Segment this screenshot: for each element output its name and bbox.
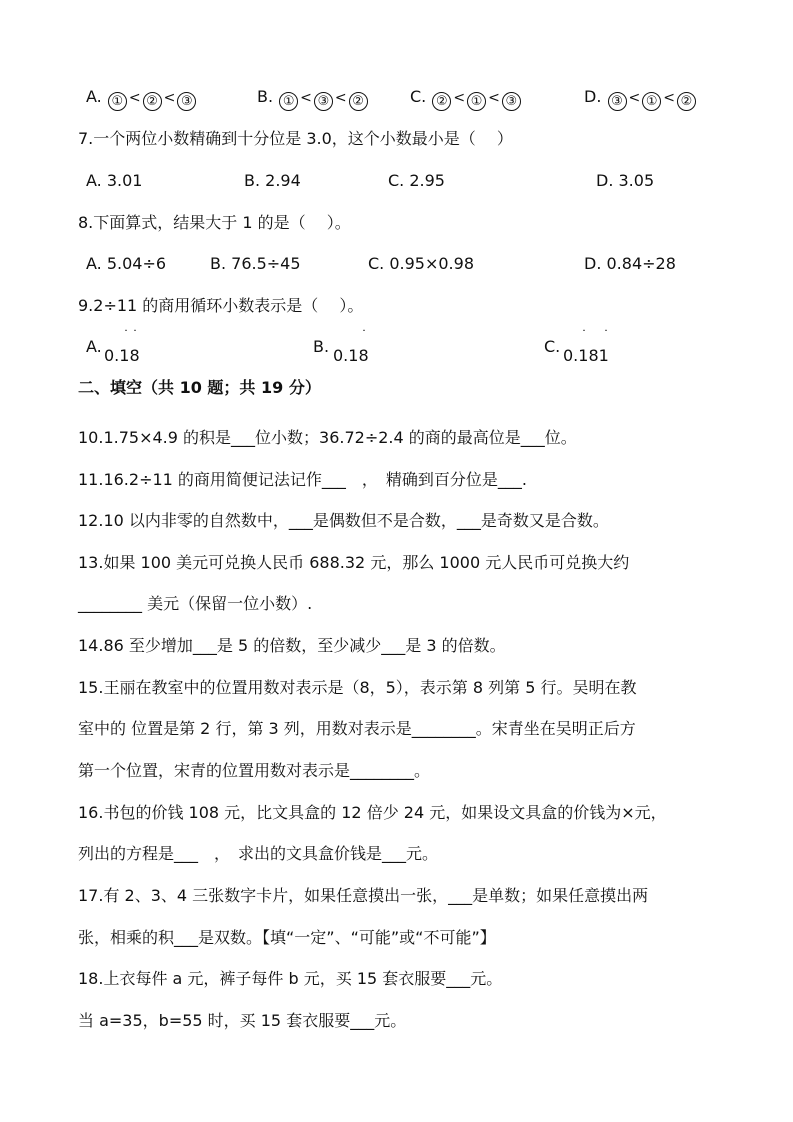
question-13-line-1: 13.如果 100 美元可兑换人民币 688.32 元，那么 1000 元人民币可兑换大约 (78, 553, 630, 572)
less-than: < (628, 90, 641, 106)
q7-option-a: A. 3.01 (86, 171, 143, 190)
q7-option-b: B. 2.94 (244, 171, 301, 190)
circled-number: ② (677, 92, 696, 111)
less-than: < (163, 90, 176, 106)
q6-option-a (86, 86, 197, 111)
q9-option-b-label: B. (313, 337, 330, 356)
q6-option-d (584, 86, 697, 111)
q7-option-d: D. 3.05 (596, 171, 655, 190)
circled-number: ③ (314, 92, 333, 111)
q6-option-c (410, 86, 522, 111)
less-than: < (663, 90, 675, 106)
question-17-line-1: 17.有 2、3、4 三张数字卡片，如果任意摸出一张，___是单数；如果任意摸出两 (78, 886, 649, 905)
circled-number: ① (642, 92, 661, 111)
question-18-line-1: 18.上衣每件 a 元，裤子每件 b 元，买 15 套衣服要___元。 (78, 969, 503, 988)
repeating-dot: ˙ (132, 328, 138, 342)
less-than: < (128, 90, 141, 106)
question-7-stem: 7.一个两位小数精确到十分位是 3.0，这个小数最小是（ ） (78, 129, 513, 148)
q8-option-d: D. 0.84÷28 (584, 254, 676, 273)
question-18-line-2: 当 a=35，b=55 时，买 15 套衣服要___元。 (78, 1011, 407, 1030)
question-16-line-1: 16.书包的价钱 108 元，比文具盒的 12 倍少 24 元，如果设文具盒的价钱为×元， (78, 803, 667, 822)
question-15-line-1: 15.王丽在教室中的位置用数对表示是（8，5），表示第 8 列第 5 行。吴明在教 (78, 678, 637, 697)
q8-option-a: A. 5.04÷6 (86, 254, 167, 273)
option-label: D. (584, 87, 602, 106)
question-17-line-2: 张，相乘的积___是双数。【填“一定”、“可能”或“不可能”】 (78, 928, 496, 947)
q9-option-b-value: 0.18 (333, 346, 369, 365)
circled-number: ① (108, 92, 127, 111)
circled-number: ② (432, 92, 451, 111)
circled-number: ③ (177, 92, 196, 111)
q7-option-c: C. 2.95 (388, 171, 445, 190)
q8-option-c: C. 0.95×0.98 (368, 254, 474, 273)
question-8-stem: 8.下面算式，结果大于 1 的是（ ）。 (78, 213, 351, 232)
q9-option-c-value: 0.181 (563, 346, 609, 365)
section-2-heading: 二、填空（共 10 题；共 19 分） (78, 378, 321, 397)
question-13-line-2: ________ 美元（保留一位小数）. (78, 594, 313, 613)
repeating-dot: ˙ (581, 328, 587, 342)
less-than: < (453, 90, 466, 106)
repeating-dot: ˙ (123, 328, 129, 342)
circled-number: ② (349, 92, 368, 111)
question-15-line-2: 室中的 位置是第 2 行，第 3 列，用数对表示是________。宋青坐在吴明正后方 (78, 719, 636, 738)
circled-number: ② (143, 92, 162, 111)
repeating-dot: ˙ (603, 328, 609, 342)
option-label: B. (257, 87, 274, 106)
q8-option-b: B. 76.5÷45 (210, 254, 301, 273)
repeating-dot: ˙ (361, 328, 367, 342)
q9-option-c-label: C. (544, 337, 561, 356)
question-9-stem: 9.2÷11 的商用循环小数表示是（ ）。 (78, 296, 364, 315)
circled-number: ① (467, 92, 486, 111)
option-label: A. (86, 87, 102, 106)
less-than: < (300, 90, 312, 106)
less-than: < (488, 90, 500, 106)
circled-number: ③ (608, 92, 627, 111)
circled-number: ① (279, 92, 298, 111)
q6-option-b (257, 86, 369, 111)
question-12: 12.10 以内非零的自然数中，___是偶数但不是合数，___是奇数又是合数。 (78, 511, 609, 530)
option-label: C. (410, 87, 427, 106)
question-11: 11.16.2÷11 的商用简便记法记作___ ， 精确到百分位是___. (78, 470, 528, 489)
less-than: < (334, 90, 347, 106)
q9-option-a-label: A. (86, 337, 102, 356)
question-15-line-3: 第一个位置，宋青的位置用数对表示是________。 (78, 761, 431, 780)
circled-number: ③ (502, 92, 521, 111)
question-10: 10.1.75×4.9 的积是___位小数；36.72÷2.4 的商的最高位是___位。 (78, 428, 577, 447)
question-16-line-2: 列出的方程是___ ， 求出的文具盒价钱是___元。 (78, 844, 439, 863)
question-14: 14.86 至少增加___是 5 的倍数，至少减少___是 3 的倍数。 (78, 636, 506, 655)
q9-option-a-value: 0.18 (104, 346, 140, 365)
